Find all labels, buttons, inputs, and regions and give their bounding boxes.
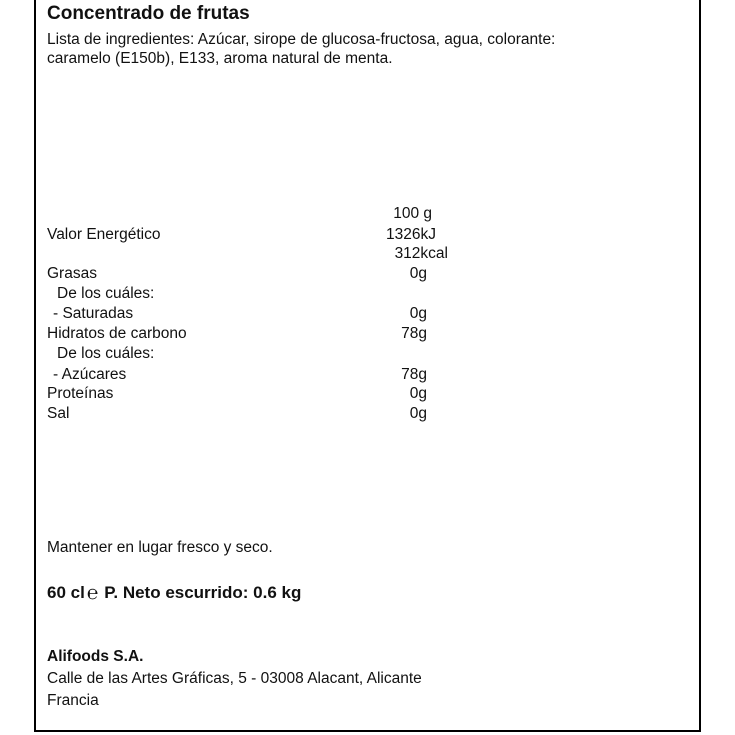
nutrient-value: 0g <box>409 385 427 402</box>
nutrition-row-fat-subheading <box>0 285 735 305</box>
nutrition-row-carbohydrates <box>0 325 735 345</box>
net-quantity <box>47 583 301 603</box>
nutrient-name: - Azúcares <box>53 366 127 383</box>
nutrient-value: 78g <box>401 325 427 342</box>
nutrient-name: Proteínas <box>47 385 114 402</box>
product-title: Concentrado de frutas <box>47 3 250 24</box>
nutrient-name: De los cuáles: <box>57 285 155 302</box>
nutrient-name: Grasas <box>47 265 97 282</box>
nutrient-value: 0g <box>409 305 427 322</box>
nutrient-name: Valor Energético <box>47 226 161 243</box>
storage-instructions: Mantener en lugar fresco y seco. <box>47 539 273 556</box>
nutrient-name: De los cuáles: <box>57 345 155 362</box>
per-100g-header: 100 g <box>393 205 432 222</box>
nutrient-value: 78g <box>401 366 427 383</box>
nutrition-header-row <box>0 205 735 225</box>
nutrient-value: 312kcal <box>394 245 448 262</box>
nutrient-name: - Saturadas <box>53 305 134 322</box>
manufacturer-name: Alifoods S.A. <box>47 648 144 665</box>
estimated-sign-icon: ℮ <box>86 583 99 604</box>
nutrition-row-protein <box>0 385 735 405</box>
volume: 60 cl <box>47 583 85 602</box>
nutrition-row-salt <box>0 405 735 425</box>
nutrition-row-energy-kcal <box>0 245 735 265</box>
manufacturer-address: Calle de las Artes Gráficas, 5 - 03008 Alacant, Alicante <box>47 670 422 687</box>
ingredients-line-1: Lista de ingredientes: Azúcar, sirope de glucosa-fructosa, agua, colorante: <box>47 31 556 48</box>
nutrient-value: 0g <box>409 265 427 282</box>
ingredients-line-2: caramelo (E150b), E133, aroma natural de menta. <box>47 50 393 67</box>
nutrient-value: 0g <box>409 405 427 422</box>
nutrient-name: Hidratos de carbono <box>47 325 187 342</box>
nutrition-row-energy <box>0 226 735 246</box>
nutrition-row-carb-subheading <box>0 345 735 365</box>
nutrient-value: 1326kJ <box>386 226 436 243</box>
nutrition-row-fat <box>0 265 735 285</box>
nutrition-row-sugars <box>0 366 735 386</box>
manufacturer-country: Francia <box>47 692 99 709</box>
nutrient-name: Sal <box>47 405 70 422</box>
nutrition-row-saturated <box>0 305 735 325</box>
net-weight: P. Neto escurrido: 0.6 kg <box>104 583 302 602</box>
